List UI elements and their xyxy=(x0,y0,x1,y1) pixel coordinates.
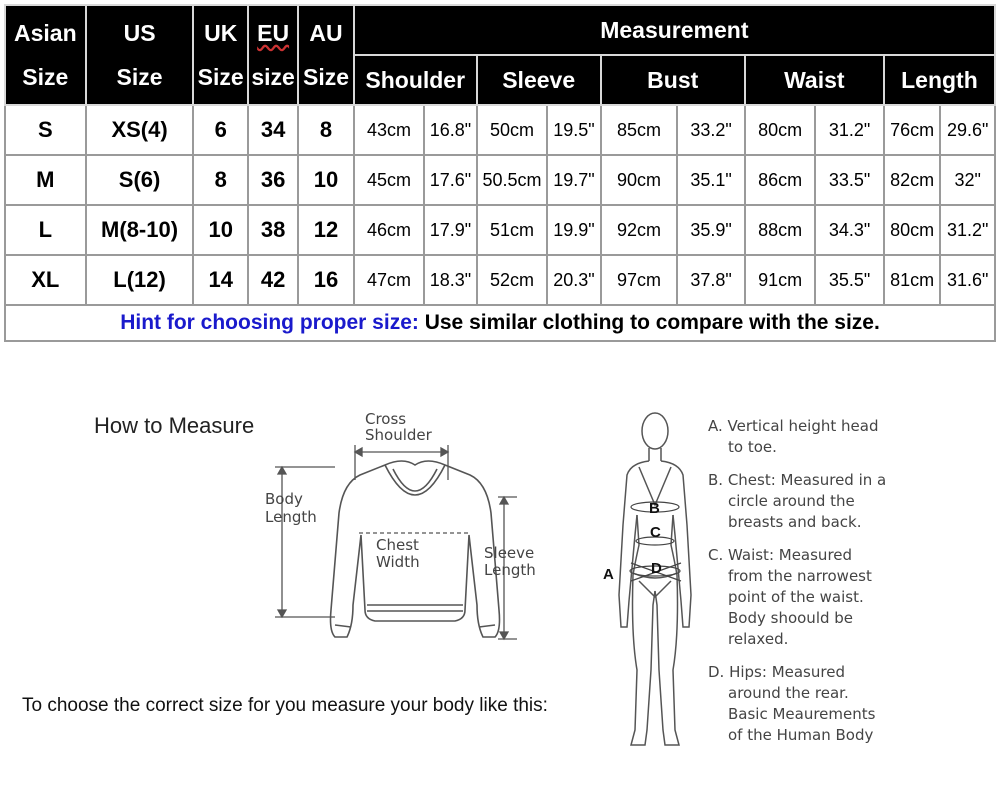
cell-sleeve-in: 19.7" xyxy=(547,155,600,205)
chest-width-label-line2: Width xyxy=(376,553,420,571)
group-waist: Waist xyxy=(745,55,884,105)
cell-au: 12 xyxy=(298,205,353,255)
col-uk-line2: Size xyxy=(197,64,244,90)
cell-shoulder-cm: 46cm xyxy=(354,205,425,255)
cell-length-cm: 76cm xyxy=(884,105,940,155)
cell-sleeve-cm: 52cm xyxy=(477,255,548,305)
note-d xyxy=(708,662,998,746)
note-c-line4: Body shoould be xyxy=(728,609,854,627)
cell-shoulder-in: 16.8" xyxy=(424,105,476,155)
group-shoulder: Shoulder xyxy=(354,55,477,105)
marker-d: D xyxy=(651,560,662,577)
cell-bust-cm: 90cm xyxy=(601,155,678,205)
cell-asian: M xyxy=(5,155,86,205)
note-d-line1: D. Hips: Measured xyxy=(708,663,845,681)
note-d-line4: of the Human Body xyxy=(728,726,874,744)
cell-asian: XL xyxy=(5,255,86,305)
body-outline xyxy=(619,413,691,745)
cell-us: S(6) xyxy=(86,155,194,205)
sleeve-length-label-line2: Length xyxy=(484,561,536,579)
col-us-size xyxy=(86,5,194,105)
cell-waist-in: 31.2" xyxy=(815,105,884,155)
note-d-line3: Basic Meaurements xyxy=(728,705,876,723)
cell-au: 8 xyxy=(298,105,353,155)
marker-b: B xyxy=(649,500,660,517)
note-c xyxy=(708,545,998,650)
hint-row xyxy=(5,305,995,341)
cell-waist-cm: 86cm xyxy=(745,155,816,205)
cell-bust-cm: 97cm xyxy=(601,255,678,305)
cell-length-cm: 81cm xyxy=(884,255,940,305)
table-row xyxy=(5,105,995,155)
cell-waist-cm: 91cm xyxy=(745,255,816,305)
table-row xyxy=(5,255,995,305)
cell-sleeve-cm: 51cm xyxy=(477,205,548,255)
cell-sleeve-cm: 50cm xyxy=(477,105,548,155)
cell-eu: 38 xyxy=(248,205,298,255)
col-us-line2: Size xyxy=(116,64,163,90)
marker-a: A xyxy=(603,566,614,583)
cell-bust-in: 37.8" xyxy=(677,255,745,305)
col-asian-line2: Size xyxy=(22,64,69,90)
cell-uk: 10 xyxy=(193,205,247,255)
table-row xyxy=(5,205,995,255)
cell-shoulder-in: 18.3" xyxy=(424,255,476,305)
cell-asian: S xyxy=(5,105,86,155)
note-b-line2: circle around the xyxy=(728,492,855,510)
cell-us: L(12) xyxy=(86,255,194,305)
cell-waist-in: 34.3" xyxy=(815,205,884,255)
cell-us: M(8-10) xyxy=(86,205,194,255)
col-eu-line2: size xyxy=(251,64,295,90)
cell-shoulder-in: 17.9" xyxy=(424,205,476,255)
cell-length-in: 31.2" xyxy=(940,205,995,255)
cross-shoulder-label-line1: Cross xyxy=(365,410,407,428)
cell-eu: 42 xyxy=(248,255,298,305)
sleeve-length-label-line1: Sleeve xyxy=(484,544,535,562)
marker-c: C xyxy=(650,524,661,541)
table-row xyxy=(5,155,995,205)
cell-shoulder-in: 17.6" xyxy=(424,155,476,205)
col-au-line1: AU xyxy=(309,20,343,46)
hint-cell xyxy=(5,305,995,341)
cell-uk: 6 xyxy=(193,105,247,155)
body-length-label-line2: Length xyxy=(265,508,317,526)
group-length: Length xyxy=(884,55,995,105)
col-au-line2: Size xyxy=(303,64,350,90)
cell-length-cm: 80cm xyxy=(884,205,940,255)
note-b-line1: B. Chest: Measured in a xyxy=(708,471,887,489)
cross-shoulder-label-line2: Shoulder xyxy=(365,426,432,444)
col-asian-size xyxy=(5,5,86,105)
cell-waist-cm: 80cm xyxy=(745,105,816,155)
human-body-diagram xyxy=(595,405,705,765)
note-c-line1: C. Waist: Measured xyxy=(708,546,853,564)
col-us-line1: US xyxy=(123,20,156,46)
cell-au: 10 xyxy=(298,155,353,205)
body-length-label-line1: Body xyxy=(265,490,303,508)
cell-shoulder-cm: 43cm xyxy=(354,105,425,155)
cell-bust-cm: 85cm xyxy=(601,105,678,155)
size-chart-table xyxy=(4,4,996,342)
cell-eu: 36 xyxy=(248,155,298,205)
group-bust: Bust xyxy=(601,55,745,105)
cell-bust-cm: 92cm xyxy=(601,205,678,255)
cell-length-in: 32" xyxy=(940,155,995,205)
cell-waist-cm: 88cm xyxy=(745,205,816,255)
note-b xyxy=(708,470,998,533)
cell-sleeve-cm: 50.5cm xyxy=(477,155,548,205)
cell-sleeve-in: 19.9" xyxy=(547,205,600,255)
note-b-line3: breasts and back. xyxy=(728,513,862,531)
col-au-size xyxy=(298,5,353,105)
hint-label: Hint for choosing proper size: xyxy=(120,311,419,334)
cell-waist-in: 33.5" xyxy=(815,155,884,205)
cell-bust-in: 35.1" xyxy=(677,155,745,205)
note-a xyxy=(708,416,998,458)
cell-bust-in: 35.9" xyxy=(677,205,745,255)
hint-text: Use similar clothing to compare with the size. xyxy=(418,311,880,334)
measurement-notes xyxy=(708,416,998,758)
note-a-line1: A. Vertical height head xyxy=(708,417,879,435)
measurement-header: Measurement xyxy=(354,5,995,55)
choose-size-instruction: To choose the correct size for you measure your body like this: xyxy=(22,695,548,716)
cell-sleeve-in: 19.5" xyxy=(547,105,600,155)
col-eu-size xyxy=(248,5,298,105)
note-d-line2: around the rear. xyxy=(728,684,849,702)
note-c-line2: from the narrowest xyxy=(728,567,872,585)
col-uk-line1: UK xyxy=(204,20,238,46)
col-uk-size xyxy=(193,5,247,105)
cell-uk: 8 xyxy=(193,155,247,205)
sweater-diagram xyxy=(255,405,555,665)
cell-sleeve-in: 20.3" xyxy=(547,255,600,305)
how-to-measure-title: How to Measure xyxy=(94,413,255,438)
cell-us: XS(4) xyxy=(86,105,194,155)
cell-au: 16 xyxy=(298,255,353,305)
cell-length-cm: 82cm xyxy=(884,155,940,205)
group-sleeve: Sleeve xyxy=(477,55,601,105)
cell-eu: 34 xyxy=(248,105,298,155)
note-a-line2: to toe. xyxy=(728,438,777,456)
table-header-row xyxy=(5,5,995,55)
col-eu-line1: EU xyxy=(257,20,290,46)
col-asian-line1: Asian xyxy=(14,20,77,46)
cell-uk: 14 xyxy=(193,255,247,305)
cell-asian: L xyxy=(5,205,86,255)
chest-width-label-line1: Chest xyxy=(376,536,419,554)
note-c-line3: point of the waist. xyxy=(728,588,864,606)
cell-bust-in: 33.2" xyxy=(677,105,745,155)
note-c-line5: relaxed. xyxy=(728,630,789,648)
cell-length-in: 29.6" xyxy=(940,105,995,155)
cell-length-in: 31.6" xyxy=(940,255,995,305)
cell-shoulder-cm: 45cm xyxy=(354,155,425,205)
cell-shoulder-cm: 47cm xyxy=(354,255,425,305)
cell-waist-in: 35.5" xyxy=(815,255,884,305)
